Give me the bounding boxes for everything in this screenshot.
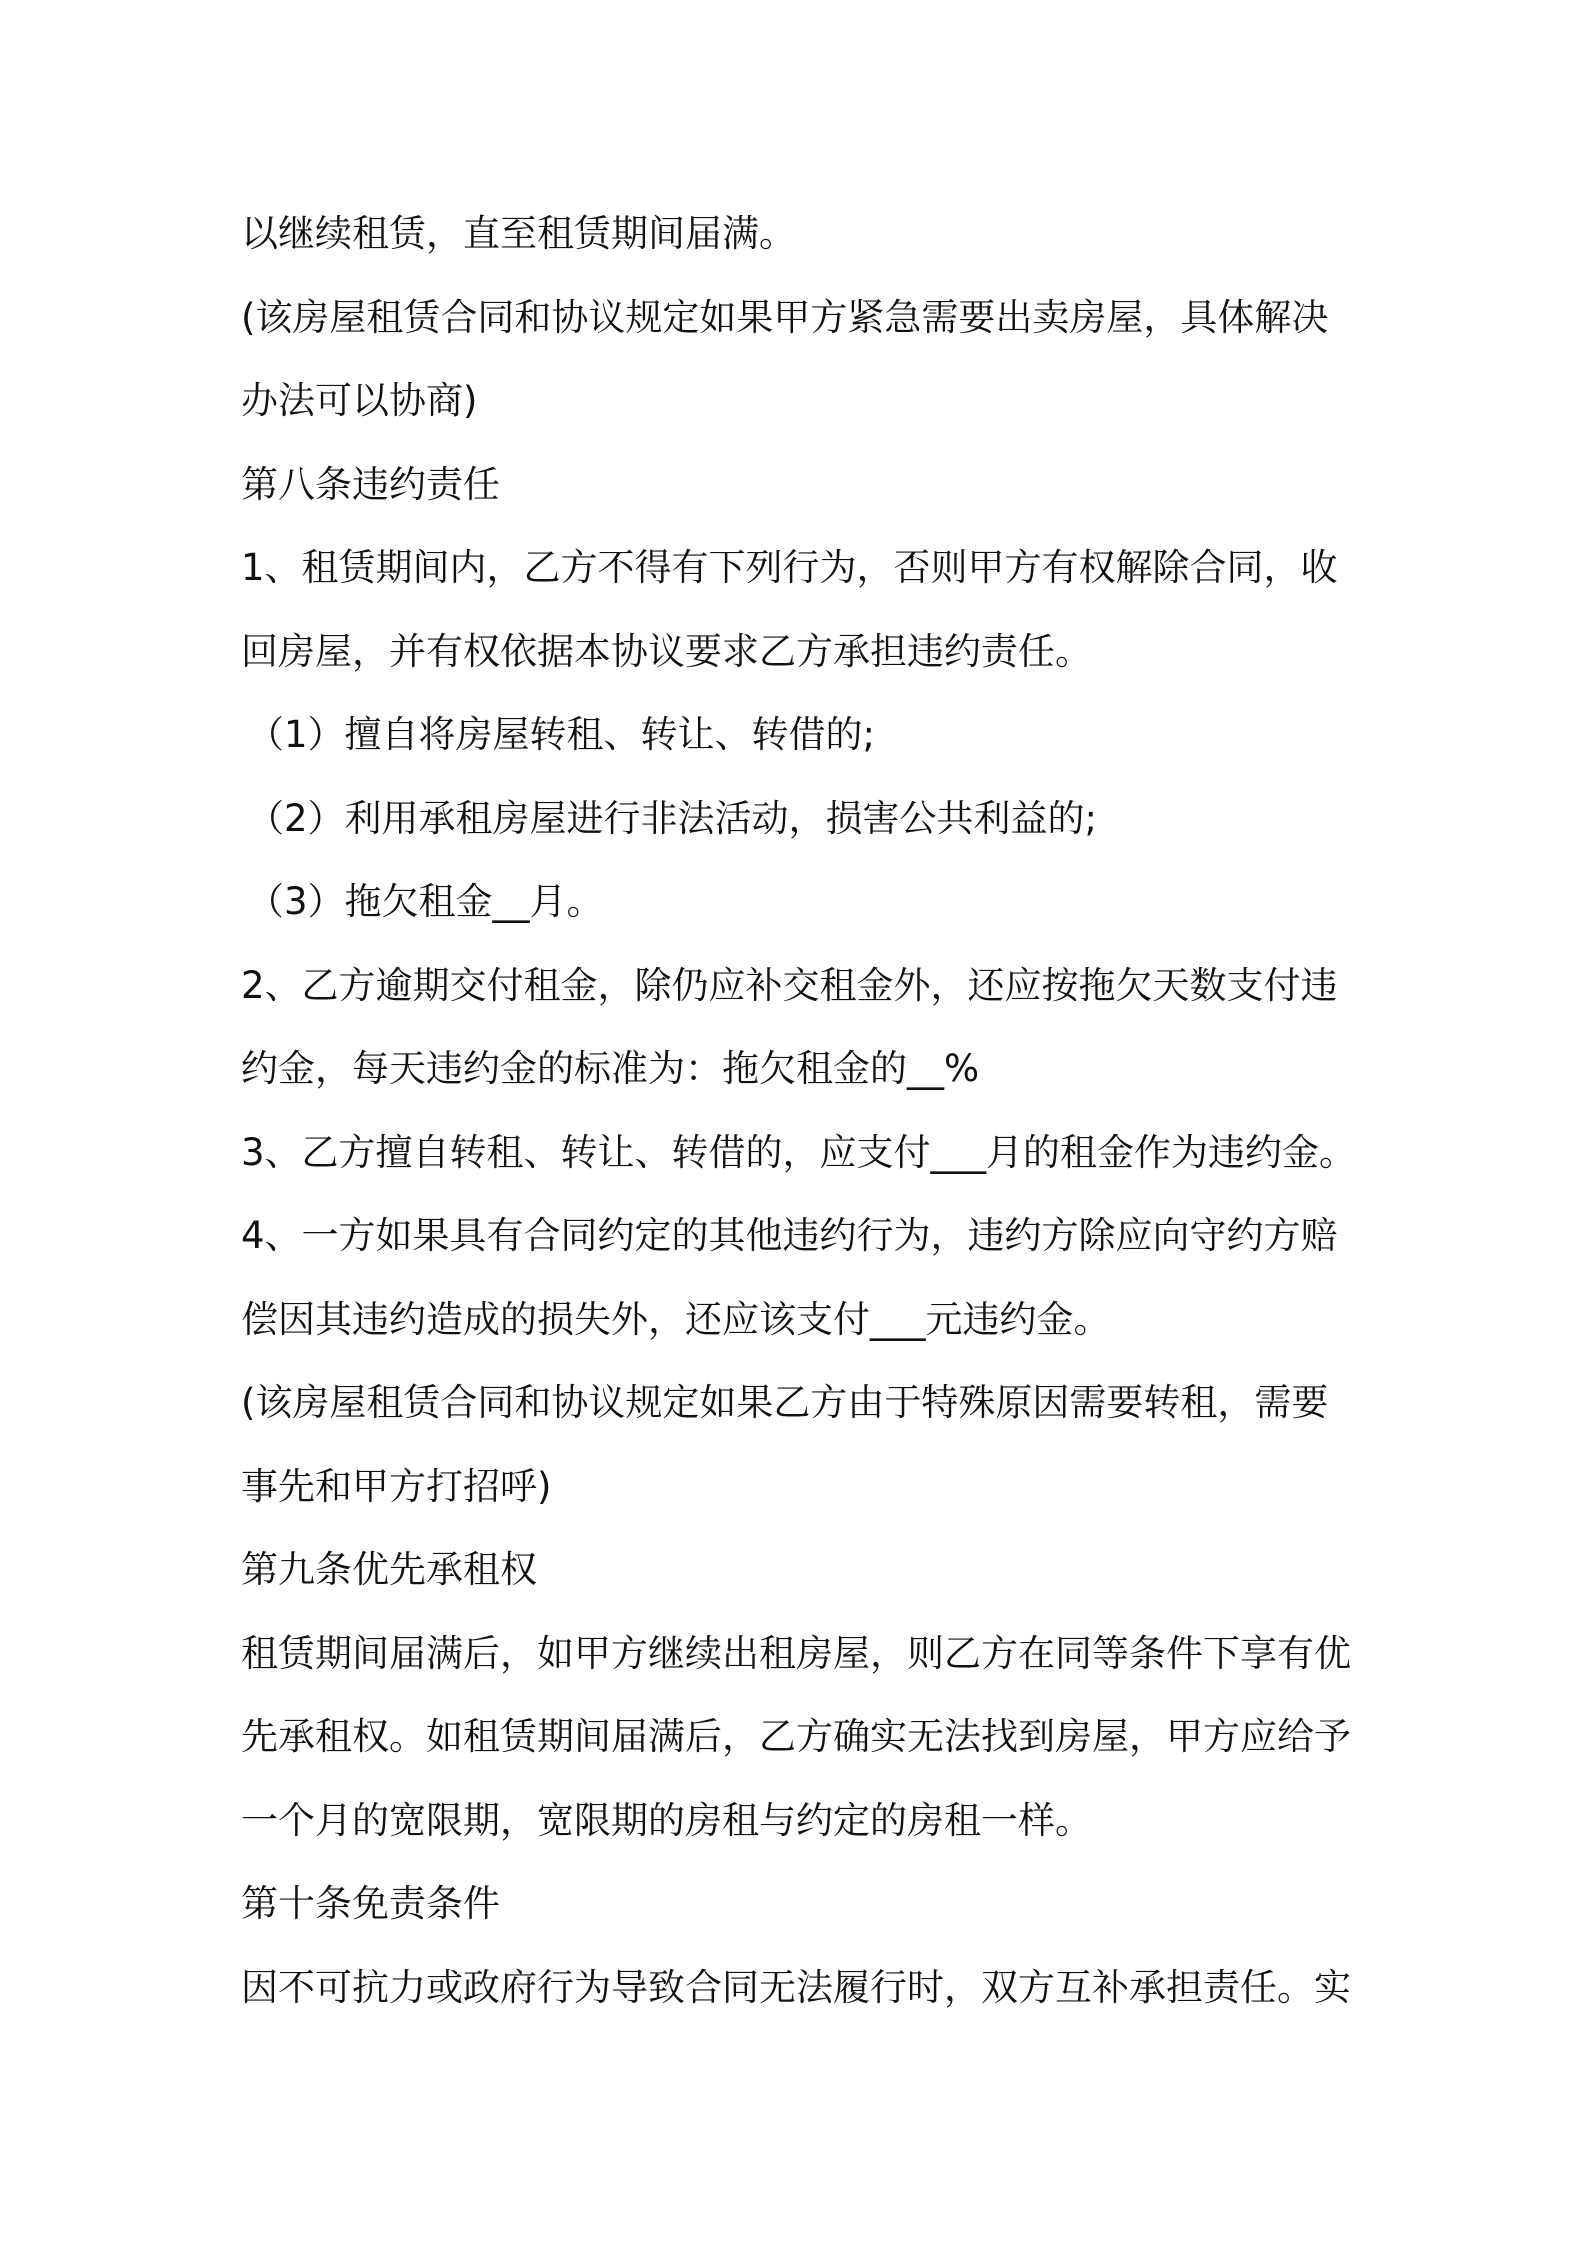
- text-line: 1、租赁期间内，乙方不得有下列行为，否则甲方有权解除合同，收: [241, 546, 1338, 589]
- text-line: 偿因其违约造成的损失外，还应该支付___元违约金。: [241, 1297, 1111, 1341]
- text-line: 事先和甲方打招呼): [241, 1464, 552, 1508]
- text-line: 以继续租赁，直至租赁期间届满。: [241, 212, 796, 255]
- text-line: 因不可抗力或政府行为导致合同无法履行时，双方互补承担责任。实: [241, 1965, 1351, 2009]
- text-line: 2、乙方逾期交付租金，除仍应补交租金外，还应按拖欠天数支付违: [241, 963, 1338, 1007]
- document-body: [241, 192, 1366, 2029]
- text-line: 先承租权。如租赁期间届满后，乙方确实无法找到房屋，甲方应给予: [241, 1715, 1351, 1758]
- text-line: (该房屋租赁合同和协议规定如果乙方由于特殊原因需要转租，需要: [241, 1381, 1329, 1424]
- text-line: (该房屋租赁合同和协议规定如果甲方紧急需要出卖房屋，具体解决: [241, 295, 1329, 339]
- text-line: 4、一方如果具有合同约定的其他违约行为，违约方除应向守约方赔: [241, 1214, 1338, 1257]
- list-item: （2）利用承租房屋进行非法活动，损害公共利益的;: [247, 796, 1098, 840]
- list-item: （1）擅自将房屋转租、转让、转借的;: [247, 713, 876, 756]
- text-line: 回房屋，并有权依据本协议要求乙方承担违约责任。: [241, 629, 1092, 673]
- section-heading: 第九条优先承租权: [241, 1548, 537, 1591]
- list-item: （3）拖欠租金__月。: [247, 880, 604, 923]
- text-line: 3、乙方擅自转租、转让、转借的，应支付___月的租金作为违约金。: [241, 1130, 1357, 1174]
- text-line: 约金，每天违约金的标准为：拖欠租金的__%: [241, 1047, 980, 1090]
- text-line: 一个月的宽限期，宽限期的房租与约定的房租一样。: [241, 1798, 1092, 1842]
- section-heading: 第十条免责条件: [241, 1882, 500, 1925]
- text-line: 租赁期间届满后，如甲方继续出租房屋，则乙方在同等条件下享有优: [241, 1631, 1351, 1675]
- section-heading: 第八条违约责任: [241, 462, 500, 506]
- text-line: 办法可以协商): [241, 379, 478, 422]
